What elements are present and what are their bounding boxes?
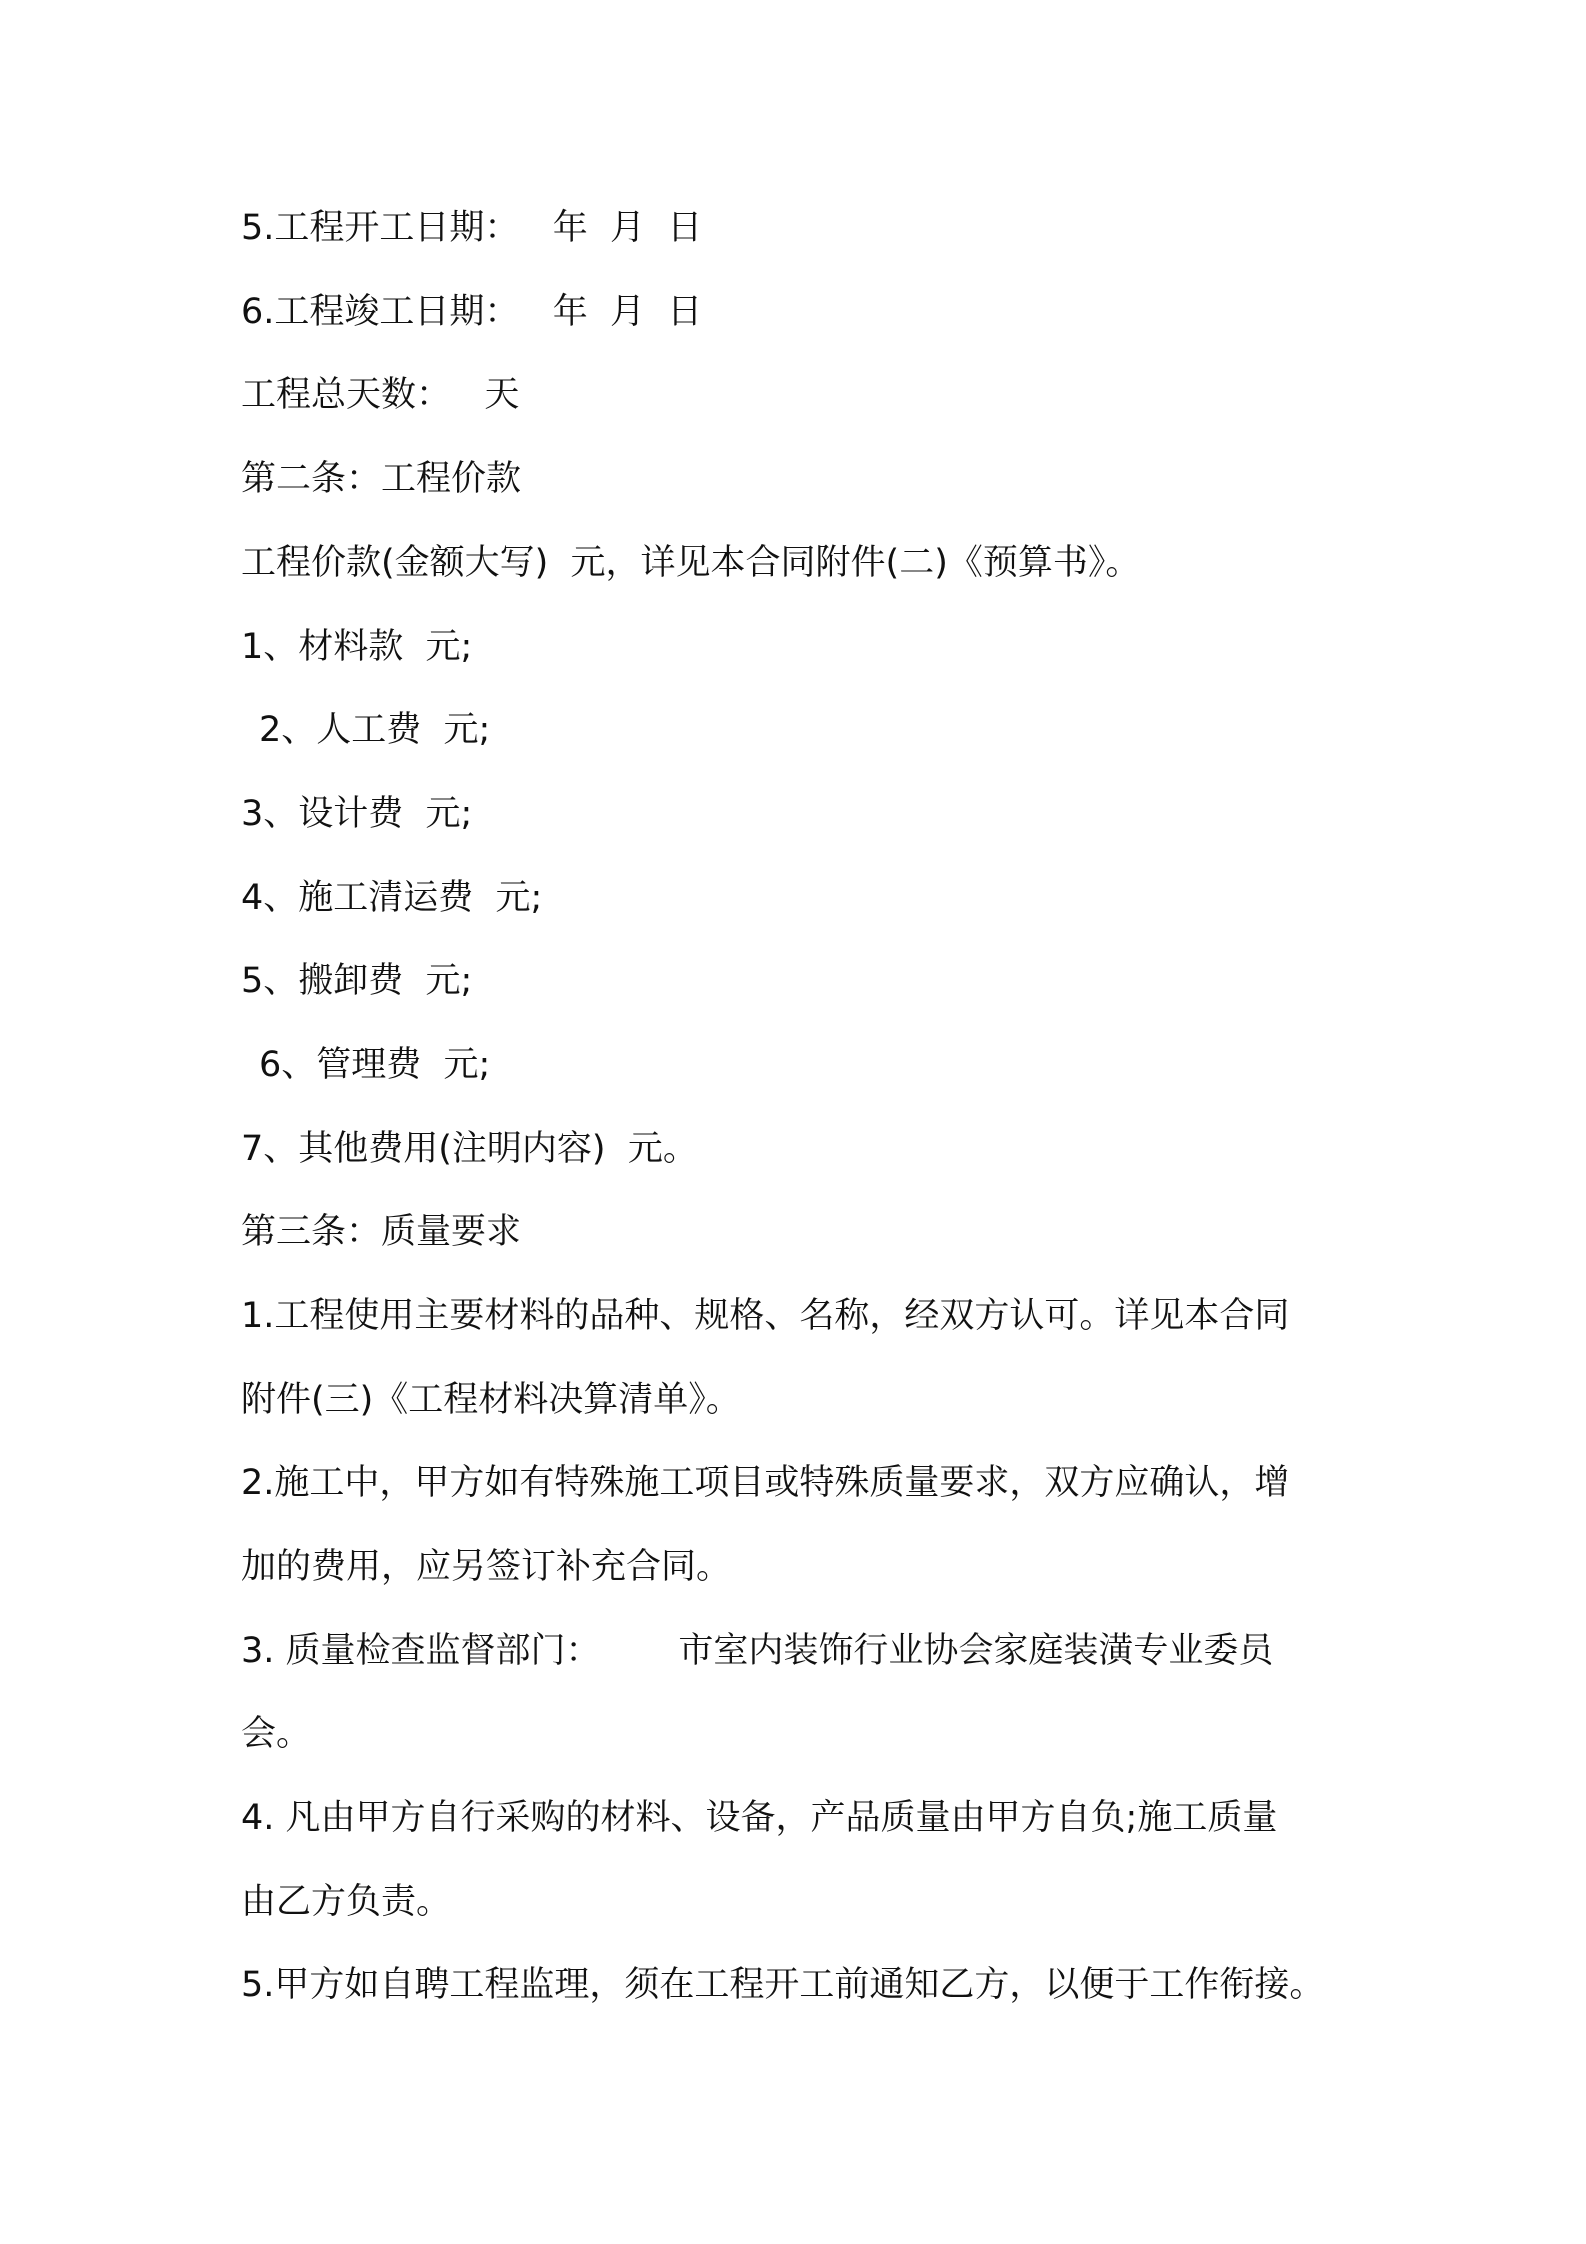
paragraph-line-3b: 会。 xyxy=(241,1714,312,1754)
list-item-other: 7、其他费用(注明内容) 元。 xyxy=(241,1129,698,1169)
list-item-materials: 1、材料款 元; xyxy=(241,627,473,667)
list-item-handling: 5、搬卸费 元; xyxy=(241,961,473,1001)
text-line-total-days: 工程总天数： 天 xyxy=(241,375,520,415)
paragraph-line-2a: 2.施工中，甲方如有特殊施工项目或特殊质量要求，双方应确认，增 xyxy=(241,1463,1290,1503)
paragraph-line-1a: 1.工程使用主要材料的品种、规格、名称，经双方认可。详见本合同 xyxy=(241,1296,1290,1336)
list-item-cleanup: 4、施工清运费 元; xyxy=(241,878,543,918)
list-item-labor: 2、人工费 元; xyxy=(259,710,491,750)
list-item-design: 3、设计费 元; xyxy=(241,794,473,834)
paragraph-line-1b: 附件(三)《工程材料决算清单》。 xyxy=(241,1380,741,1420)
paragraph-line-2b: 加的费用，应另签订补充合同。 xyxy=(241,1547,732,1587)
section-heading-quality: 第三条：质量要求 xyxy=(241,1212,522,1252)
paragraph-line-4b: 由乙方负责。 xyxy=(241,1882,452,1922)
list-item-management: 6、管理费 元; xyxy=(259,1045,491,1085)
text-line-completion-date: 6.工程竣工日期： 年 月 日 xyxy=(241,292,703,332)
text-line-price-total: 工程价款(金额大写) 元，详见本合同附件(二)《预算书》。 xyxy=(241,543,1141,583)
paragraph-line-3a: 3. 质量检查监督部门： 市室内装饰行业协会家庭装潢专业委员 xyxy=(241,1631,1274,1671)
paragraph-line-5: 5.甲方如自聘工程监理，须在工程开工前通知乙方，以便于工作衔接。 xyxy=(241,1965,1325,2005)
text-line-start-date: 5.工程开工日期： 年 月 日 xyxy=(241,208,703,248)
section-heading-price: 第二条：工程价款 xyxy=(241,459,522,499)
paragraph-line-4a: 4. 凡由甲方自行采购的材料、设备，产品质量由甲方自负;施工质量 xyxy=(241,1798,1278,1838)
